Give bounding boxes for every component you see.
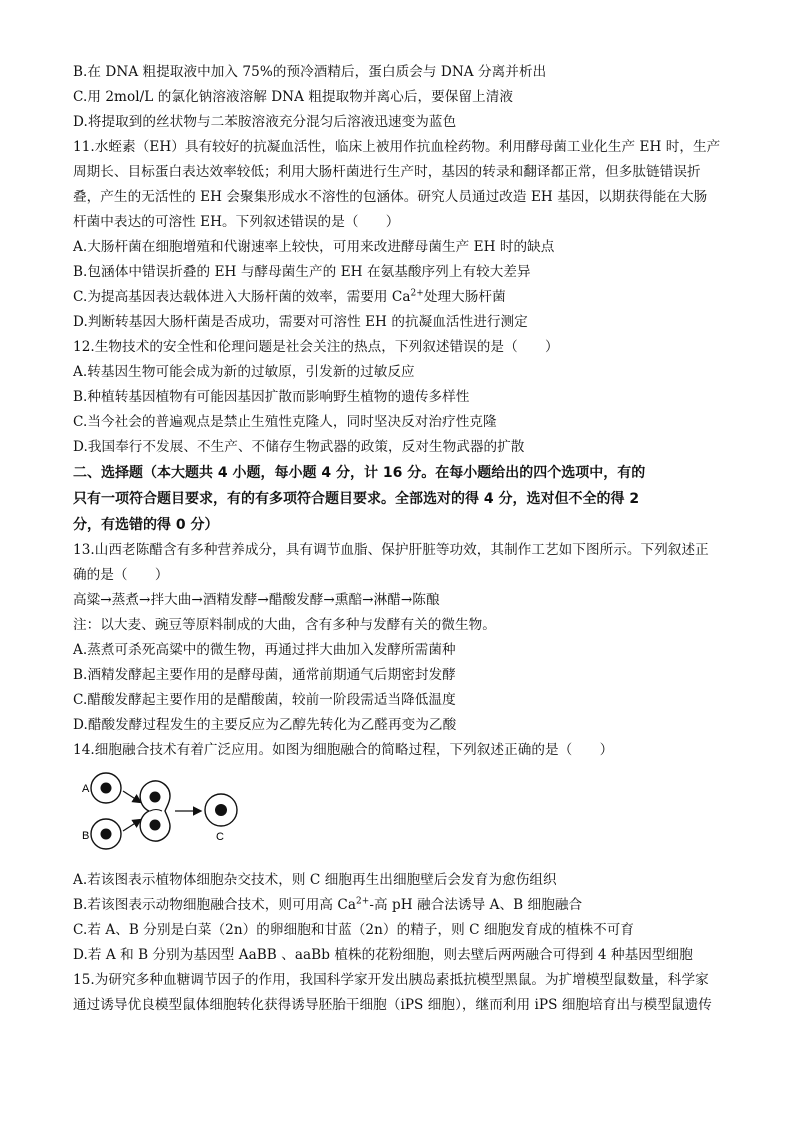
q13-stem-line-2: 确的是（ ） (73, 567, 169, 583)
q14-option-b (73, 893, 723, 918)
q13-option-c: C.醋酸发酵起主要作用的是醋酸菌，较前一阶段需适当降低温度 (73, 692, 456, 708)
q14-option-d: D.若 A 和 B 分别为基因型 AaBB 、aaBb 植株的花粉细胞，则去壁后两两融合可得到 4 种基因型细胞 (73, 947, 693, 963)
q14-option-b-superscript: 2+ (355, 896, 370, 907)
q10-option-c: C.用 2mol/L 的氯化钠溶液溶解 DNA 粗提取物并离心后，要保留上清液 (73, 89, 514, 105)
q11-option-d: D.判断转基因大肠杆菌是否成功，需要对可溶性 EH 的抗凝血活性进行测定 (73, 314, 528, 330)
q12-option-a: A.转基因生物可能会成为新的过敏原，引发新的过敏反应 (73, 364, 415, 380)
cell-a (91, 773, 121, 803)
q11-option-a: A.大肠杆菌在细胞增殖和代谢速率上较快，可用来改进酵母菌生产 EH 时的缺点 (73, 239, 555, 255)
q15-stem-line-1: 15.为研究多种血糖调节因子的作用，我国科学家开发出胰岛素抵抗模型黑鼠。为扩增模型鼠数量，科学家 (73, 972, 709, 988)
q14-stem: 14.细胞融合技术有着广泛应用。如图为细胞融合的简略过程，下列叙述正确的是（ ） (73, 742, 614, 758)
arrow-b-to-fusion (123, 820, 140, 831)
cell-b (91, 819, 121, 849)
q13-option-a: A.蒸煮可杀死高粱中的微生物，再通过拌大曲加入发酵所需菌种 (73, 642, 456, 658)
exam-page (73, 60, 723, 1018)
q11-option-c-text: C.为提高基因表达载体进入大肠杆菌的效率，需要用 Ca (73, 289, 411, 305)
q13-note: 注：以大麦、豌豆等原料制成的大曲，含有多种与发酵有关的微生物。 (73, 617, 496, 633)
q13-process-flow: 高粱→蒸煮→拌大曲→酒精发酵→醋酸发酵→熏醅→淋醋→陈酿 (73, 592, 440, 608)
q12-stem: 12.生物技术的安全性和伦理问题是社会关注的热点，下列叙述错误的是（ ） (73, 339, 559, 355)
q10-option-b: B.在 DNA 粗提取液中加入 75%的预冷酒精后，蛋白质会与 DNA 分离并析出 (73, 64, 547, 80)
cell-fusion-diagram (78, 766, 268, 858)
q13-option-b: B.酒精发酵起主要作用的是酵母菌，通常前期通气后期密封发酵 (73, 667, 456, 683)
q13-stem-line-1: 13.山西老陈醋含有多种营养成分，具有调节血脂、保护肝脏等功效，其制作工艺如下图所示。下列叙述正 (73, 542, 709, 558)
q14-option-b-text: B.若该图表示动物细胞融合技术，则可用高 Ca (73, 897, 356, 913)
q11-option-c (73, 285, 723, 310)
q11-stem-line-1: 11.水蛭素（EH）具有较好的抗凝血活性，临床上被用作抗血栓药物。利用酵母菌工业化生产 EH 时，生产 (73, 139, 721, 155)
q14-option-c: C.若 A、B 分别是白菜（2n）的卵细胞和甘蓝（2n）的精子，则 C 细胞发育成的植株不可育 (73, 922, 635, 938)
q10-option-d: D.将提取到的丝状物与二苯胺溶液充分混匀后溶液迅速变为蓝色 (73, 114, 457, 130)
q11-option-b: B.包涵体中错误折叠的 EH 与酵母菌生产的 EH 在氨基酸序列上有较大差异 (73, 264, 531, 280)
q12-option-b: B.种植转基因植物有可能因基因扩散而影响野生植物的遗传多样性 (73, 389, 470, 405)
q11-stem-line-4: 杆菌中表达的可溶性 EH。下列叙述错误的是（ ） (73, 214, 400, 230)
label-a: A (82, 783, 90, 795)
q11-option-c-text-end: 处理大肠杆菌 (423, 289, 506, 305)
section-2-heading-line-1: 二、选择题（本大题共 4 小题，每小题 4 分，计 16 分。在每小题给出的四个选项中，有的 (73, 465, 646, 481)
label-b: B (82, 830, 90, 842)
q14-option-a: A.若该图表示植物体细胞杂交技术，则 C 细胞再生出细胞壁后会发育为愈伤组织 (73, 872, 557, 888)
q13-option-d: D.醋酸发酵过程发生的主要反应为乙醇先转化为乙醛再变为乙酸 (73, 717, 457, 733)
label-c: C (216, 831, 224, 843)
q12-option-c: C.当今社会的普遍观点是禁止生殖性克隆人，同时坚决反对治疗性克隆 (73, 414, 497, 430)
fusing-cells (140, 781, 170, 841)
q14-option-b-text-end: -高 pH 融合法诱导 A、B 细胞融合 (369, 897, 583, 913)
q12-option-d: D.我国奉行不发展、不生产、不储存生物武器的政策，反对生物武器的扩散 (73, 439, 525, 455)
cell-c (205, 794, 237, 826)
arrow-a-to-fusion (123, 791, 140, 802)
q11-option-c-superscript: 2+ (410, 288, 424, 299)
q11-stem-line-3: 叠，产生的无活性的 EH 会聚集形成水不溶性的包涵体。研究人员通过改造 EH 基因，以期获得能在大肠 (73, 189, 708, 205)
q11-stem-line-2: 周期长、目标蛋白表达效率较低；利用大肠杆菌进行生产时，基因的转录和翻译都正常，但多肽链错误折 (73, 164, 701, 180)
section-2-heading-line-3: 分，有选错的得 0 分） (73, 517, 219, 533)
section-2-heading-line-2: 只有一项符合题目要求，有的有多项符合题目要求。全部选对的得 4 分，选对但不全的得 2 (73, 491, 640, 507)
cell-fusion-svg (78, 766, 268, 858)
q15-stem-line-2: 通过诱导优良模型鼠体细胞转化获得诱导胚胎干细胞（iPS 细胞），继而利用 iPS 细胞培育出与模型鼠遗传 (73, 997, 712, 1013)
